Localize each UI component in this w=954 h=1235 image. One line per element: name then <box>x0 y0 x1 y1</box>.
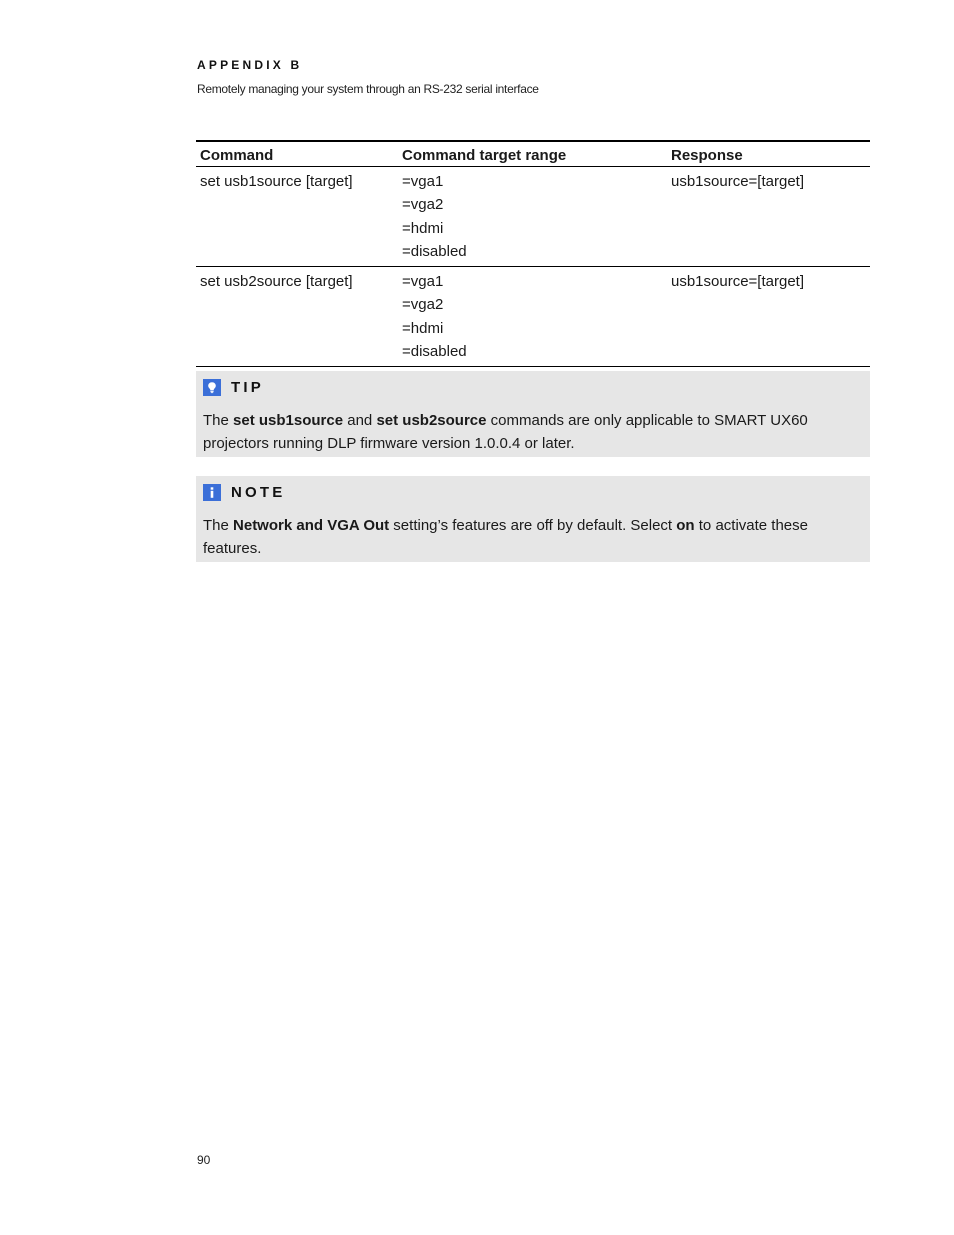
target-value: =vga1 <box>402 273 444 291</box>
note-setting-name: Network and VGA Out <box>233 517 390 534</box>
target-range-cell <box>398 167 667 267</box>
tip-text: and <box>343 412 377 429</box>
table-row <box>196 267 870 367</box>
page-number: 90 <box>197 1153 211 1167</box>
section-subtitle: Remotely managing your system through an RS-232 serial interface <box>197 82 539 96</box>
note-option-on: on <box>676 517 695 534</box>
tip-body <box>203 409 863 455</box>
target-value: =vga2 <box>402 196 444 214</box>
tip-text: The <box>203 412 234 429</box>
note-callout <box>196 476 870 562</box>
tip-text: commands are only applicable to SMART UX60 projectors running DLP firmware version 1.0.0.4 or later. <box>203 412 808 452</box>
column-header-response: Response <box>667 141 870 167</box>
note-body <box>203 514 863 560</box>
note-text: setting’s features are off by default. Select <box>389 517 677 534</box>
tip-heading <box>203 378 863 396</box>
target-value: =hdmi <box>402 319 444 337</box>
command-table <box>196 140 870 367</box>
target-value: =hdmi <box>402 219 444 237</box>
table-row <box>196 167 870 267</box>
column-header-target-range: Command target range <box>398 141 667 167</box>
target-value: =vga2 <box>402 296 444 314</box>
info-icon <box>203 484 221 501</box>
tip-command-2: set usb2source <box>376 412 487 429</box>
target-range-cell <box>398 267 667 367</box>
command-cell: set usb1source [target] <box>200 173 353 190</box>
note-text: to activate these features. <box>203 517 808 557</box>
target-value: =vga1 <box>402 173 444 190</box>
note-text: The <box>203 517 234 534</box>
table-header-row <box>196 141 870 167</box>
tip-callout <box>196 371 870 457</box>
note-title: NOTE <box>231 483 286 501</box>
column-header-command: Command <box>196 141 398 167</box>
target-value: =disabled <box>402 242 467 260</box>
response-cell: usb1source=[target] <box>671 273 805 291</box>
response-cell: usb1source=[target] <box>671 173 805 190</box>
tip-command-1: set usb1source <box>233 412 344 429</box>
lightbulb-icon <box>203 379 221 396</box>
tip-title: TIP <box>231 378 264 396</box>
command-cell: set usb2source [target] <box>200 273 353 291</box>
section-label: APPENDIX B <box>197 58 303 72</box>
target-value: =disabled <box>402 343 467 361</box>
note-heading <box>203 483 863 501</box>
